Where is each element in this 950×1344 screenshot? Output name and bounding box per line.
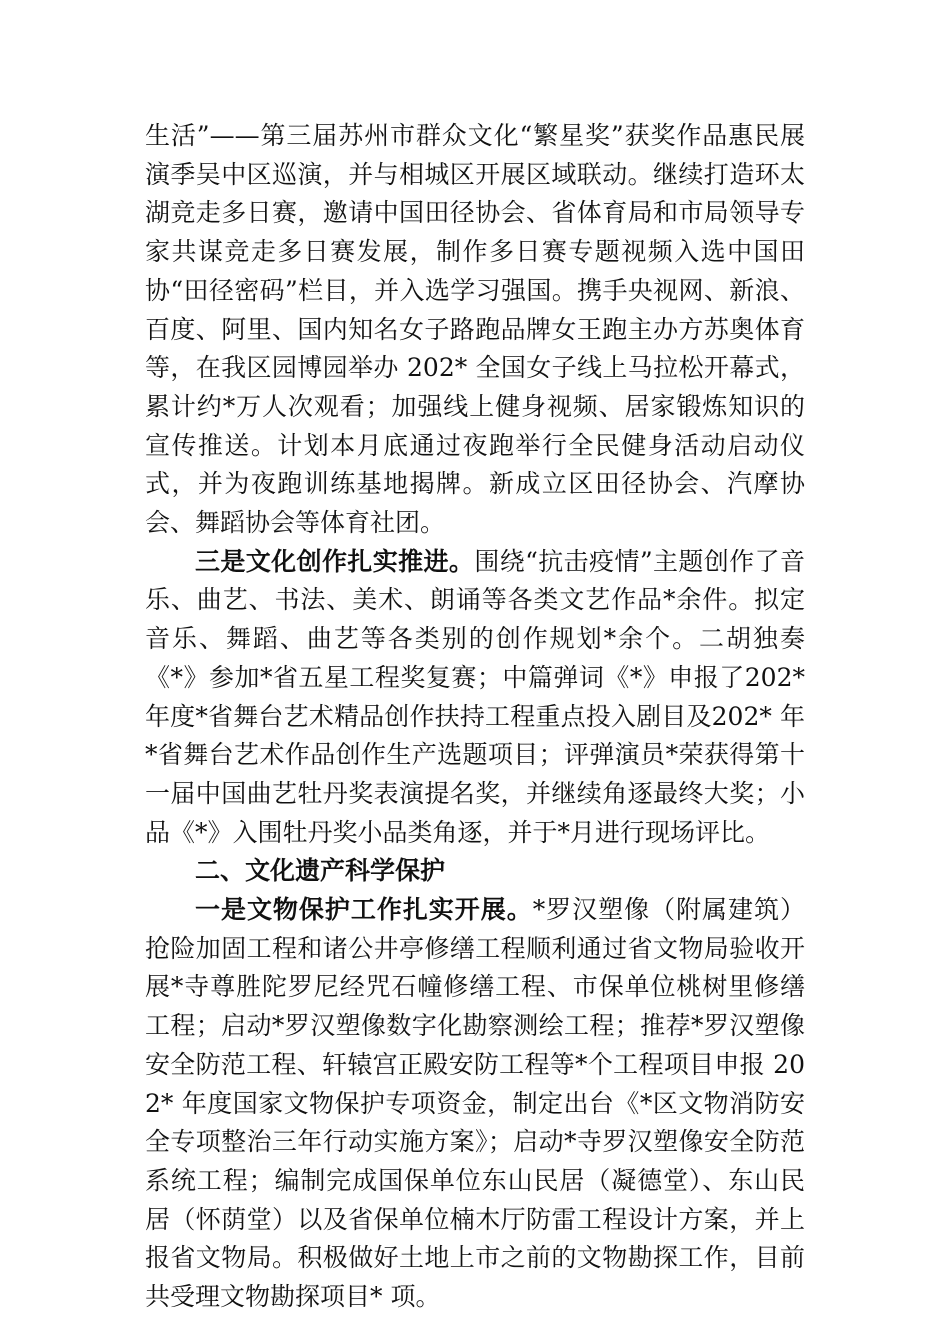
paragraph-body: *罗汉塑像（附属建筑）抢险加固工程和诸公井亭修缮工程顺利通过省文物局验收开展*寺尊胜陀罗尼经咒石幢修缮工程、市保单位桃树里修缮工程；启动*罗汉塑像数字化勘察测绘工程；推荐*罗汉塑像安全防范工程、轩辕宫正殿安防工程等*个工程项目申报 202* 年度国家文物保护专项资金，制定出台《*区文物消防安全专项整治三年行动实施方案》；启动*寺罗汉塑像安全防范系统工程；编制完成国保单位东山民居（凝德堂）、东山民居（怀荫堂）以及省保单位楠木厅防雷工程设计方案，并上报省文物局。积极做好土地上市之前的文物勘探工作，目前共受理文物勘探项目* 项。 bbox=[145, 895, 805, 1312]
section-heading: 二、文化遗产科学保护 bbox=[195, 856, 446, 886]
paragraph-lead: 一是文物保护工作扎实开展。 bbox=[195, 895, 533, 925]
paragraph-body: 围绕“抗击疫情”主题创作了音乐、曲艺、书法、美术、朗诵等各类文艺作品*余件。拟定音乐、舞蹈、曲艺等各类别的创作规划*余个。二胡独奏《*》参加*省五星工程奖复赛；中篇弹词《*》申报了202*年度*省舞台艺术精品创作扶持工程重点投入剧目及202* 年*省舞台艺术作品创作生产选题项目；评弹演员*荣获得第十一届中国曲艺牡丹奖表演提名奖，并继续角逐最终大奖；小品《*》入围牡丹奖小品类角逐，并于*月进行现场评比。 bbox=[145, 546, 805, 847]
paragraph-heritage-protection bbox=[145, 891, 805, 1317]
paragraph-body: 生活”——第三届苏州市群众文化“繁星奖”获奖作品惠民展演季吴中区巡演，并与相城区开展区域联动。继续打造环太湖竞走多日赛，邀请中国田径协会、省体育局和市局领导专家共谋竞走多日赛发展，制作多日赛专题视频入选中国田协“田径密码”栏目，并入选学习强国。携手央视网、新浪、百度、阿里、国内知名女子路跑品牌女王跑主办方苏奥体育等，在我区园博园举办 202* 全国女子线上马拉松开幕式，累计约*万人次观看；加强线上健身视频、居家锻炼知识的宣传推送。计划本月底通过夜跑举行全民健身活动启动仪式，并为夜跑训练基地揭牌。新成立区田径协会、汽摩协会、舞蹈协会等体育社团。 bbox=[145, 121, 805, 538]
document-page bbox=[145, 117, 805, 1317]
paragraph-lead: 三是文化创作扎实推进。 bbox=[195, 546, 475, 576]
paragraph-culture-creation bbox=[145, 543, 805, 853]
paragraph-continuation bbox=[145, 117, 805, 543]
